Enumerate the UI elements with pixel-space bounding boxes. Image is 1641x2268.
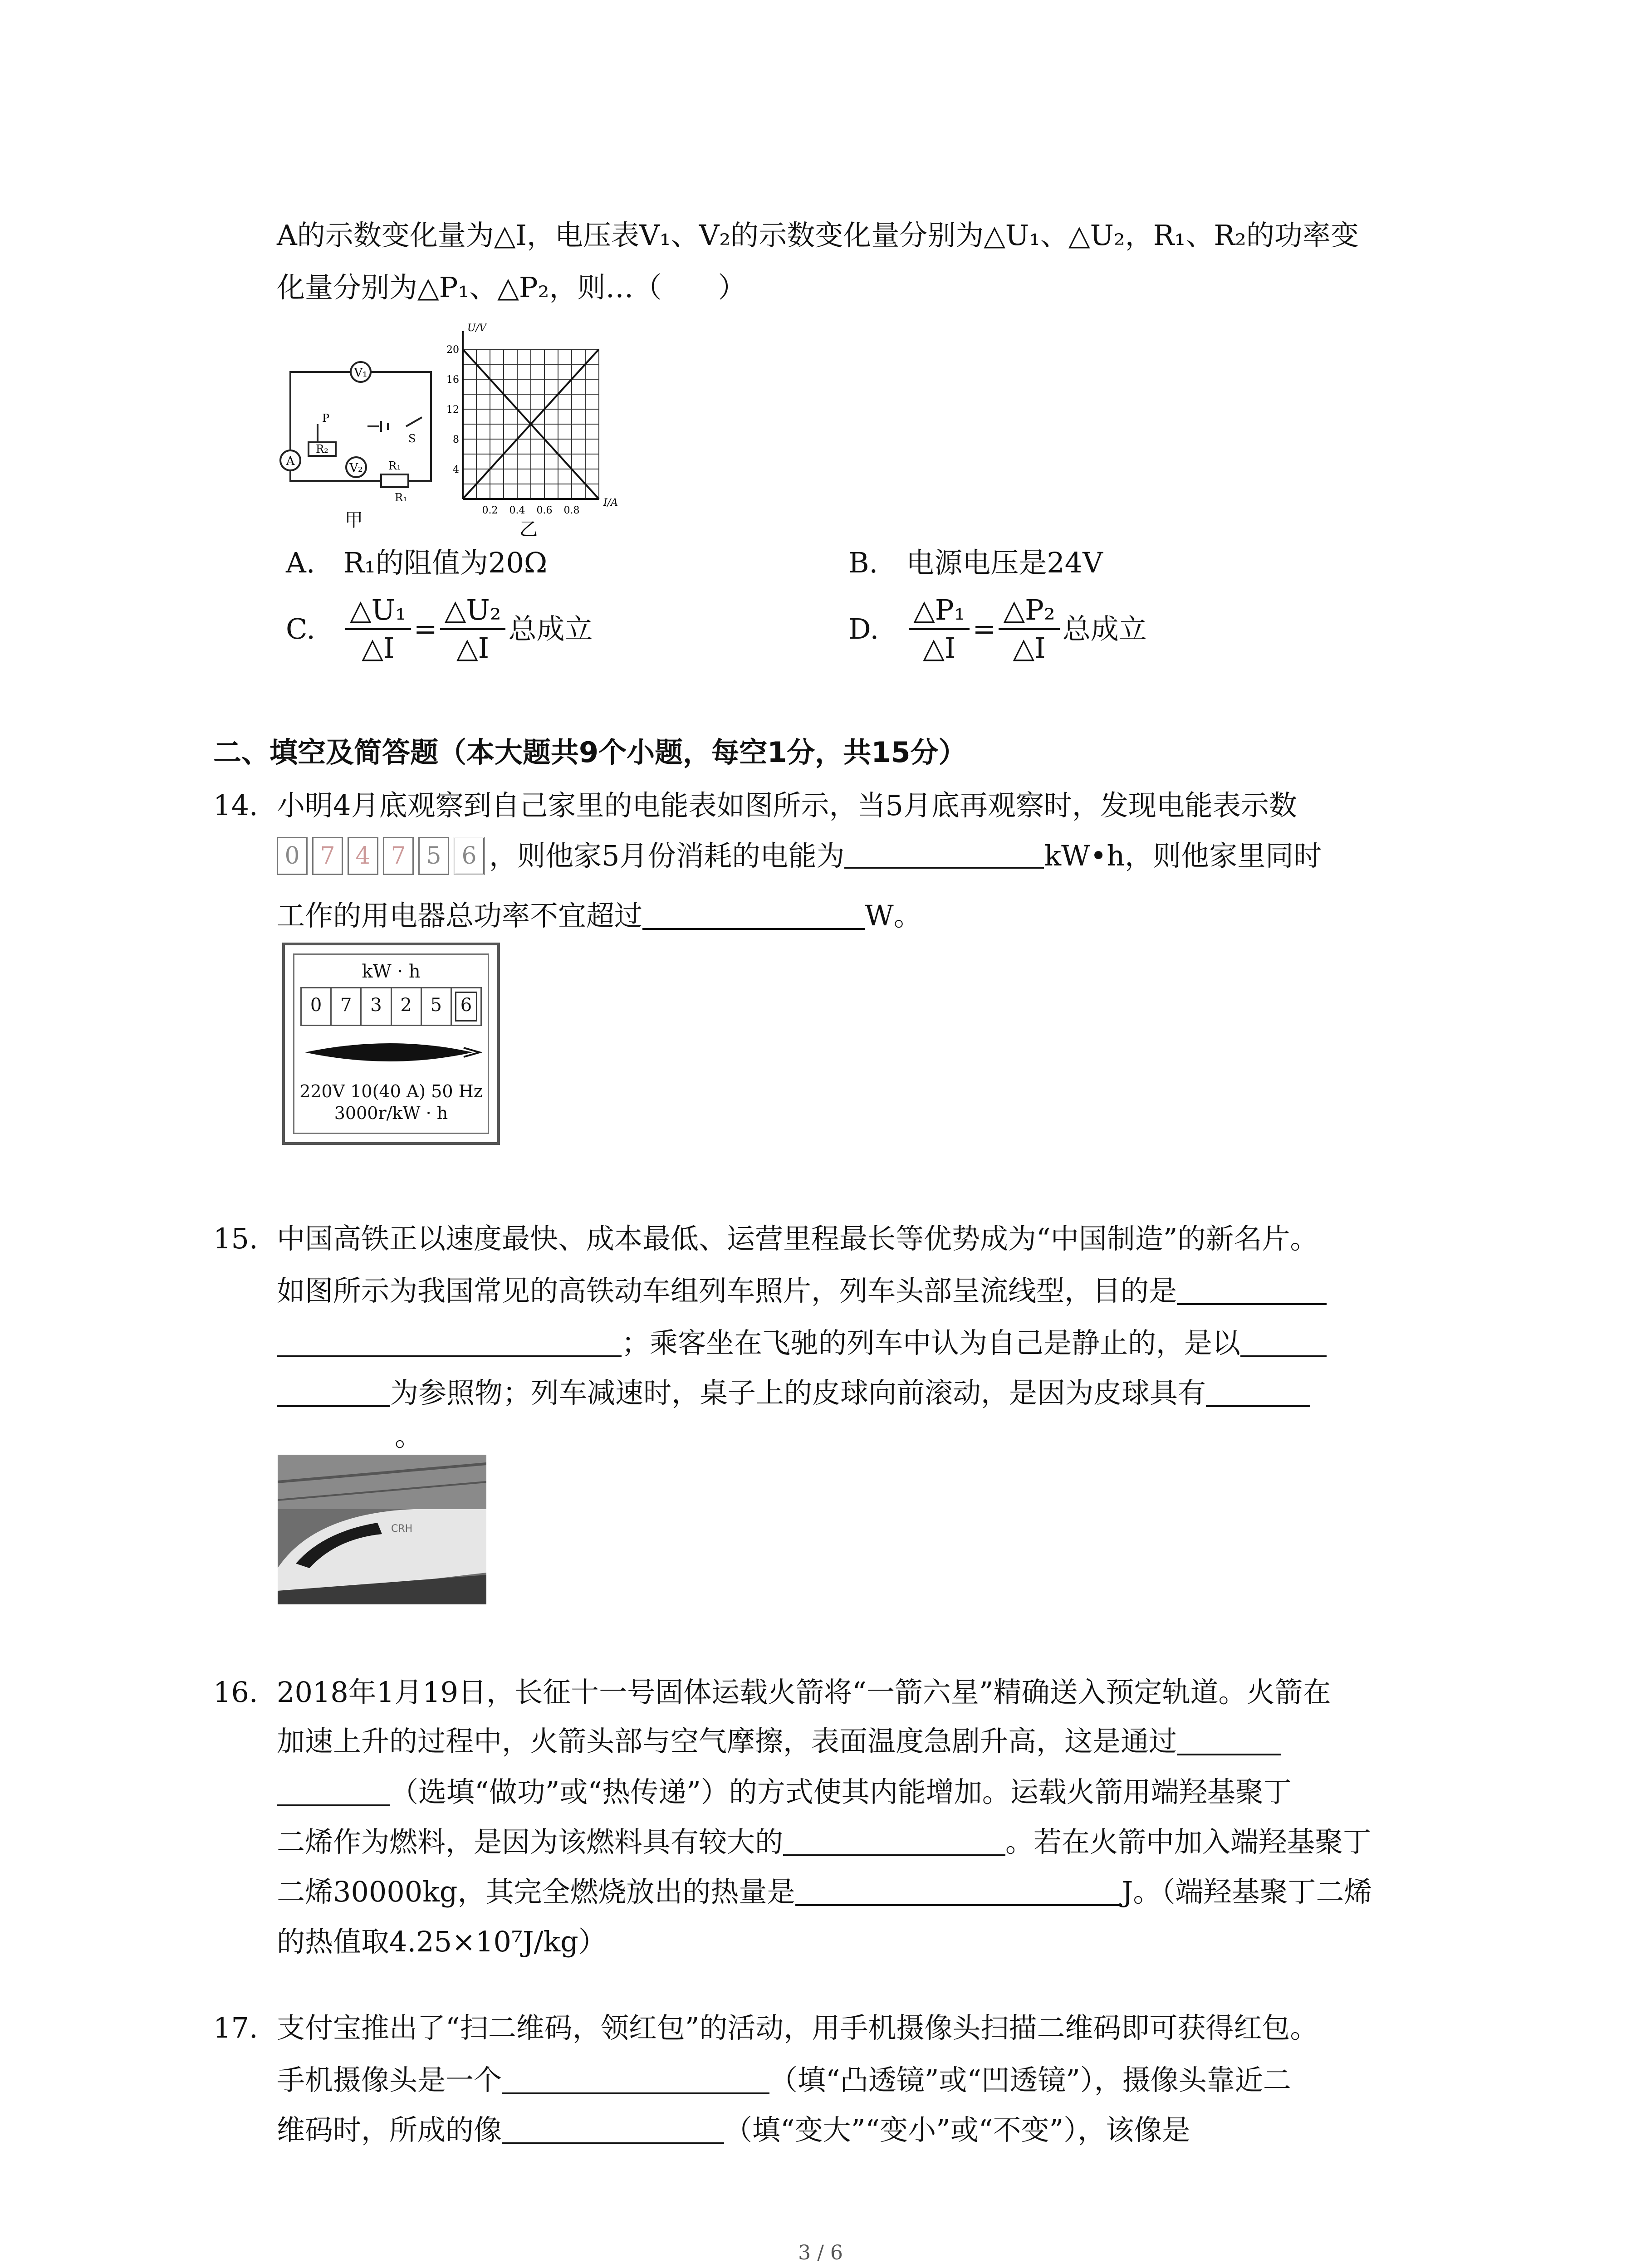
q16-line1: 2018年1月19日，长征十一号固体运载火箭将“一箭六星”精确送入预定轨道。火箭在 (277, 1676, 1331, 1709)
option-d-numerator-1: △P₁ (909, 592, 970, 630)
meter-spec-2: 3000r/kW · h (334, 1103, 448, 1123)
section-heading: 二、填空及简答题（本大题共9个小题，每空1分，共15分） (213, 736, 967, 769)
circuit-label-v1: V₁ (354, 366, 367, 380)
q16-line4 (277, 1825, 1372, 1858)
digit-box: 4 (348, 837, 378, 875)
q15-blank-1a[interactable] (1177, 1280, 1327, 1305)
q16-blank-1b[interactable] (277, 1781, 390, 1806)
digit-box: 5 (418, 837, 449, 875)
q15-line2-text: 如图所示为我国常见的高铁动车组列车照片，列车头部呈流线型，目的是 (277, 1274, 1177, 1307)
option-d-fraction-1 (909, 592, 970, 666)
option-d-equals: = (972, 612, 996, 645)
meter-display (300, 987, 482, 1026)
q15-line2 (277, 1274, 1327, 1307)
circuit-label-r1b: R₁ (395, 491, 407, 504)
option-d-fraction-2 (999, 592, 1059, 666)
option-c-denominator-2: △I (456, 631, 490, 665)
ui-graph (436, 318, 626, 544)
q17-line3-text-a: 维码时，所成的像 (277, 2113, 502, 2146)
graph-ytick: 12 (446, 404, 459, 415)
option-c-fraction-1 (345, 592, 411, 666)
svg-text:CRH: CRH (391, 1523, 413, 1535)
option-c-denominator-1: △I (362, 631, 395, 665)
option-d-numerator-2: △P₂ (999, 592, 1059, 630)
q15-line1: 中国高铁正以速度最快、成本最低、运营里程最长等优势成为“中国制造”的新名片。 (277, 1222, 1318, 1255)
q16-line4-text-a: 二烯作为燃料，是因为该燃料具有较大的 (277, 1825, 784, 1858)
q17-line2-text-b: （填“凸透镜”或“凹透镜”），摄像头靠近二 (769, 2063, 1291, 2097)
q14-blank-1[interactable] (844, 843, 1044, 869)
q15-blank-1b[interactable] (277, 1332, 622, 1357)
graph-ytick: 4 (453, 464, 459, 475)
option-c-suffix: 总成立 (508, 612, 593, 645)
graph-xtick: 0.8 (563, 505, 580, 516)
q15-line4-text: 为参照物；列车减速时，桌子上的皮球向前滚动，是因为皮球具有 (390, 1376, 1206, 1409)
graph-ytick: 20 (446, 344, 459, 356)
graph-xtick: 0.4 (509, 505, 525, 516)
q17-line2-text-a: 手机摄像头是一个 (277, 2063, 502, 2097)
meter-digit: 3 (362, 988, 392, 1025)
q16-line5-text-a: 二烯30000kg，其完全燃烧放出的热量是 (277, 1875, 795, 1908)
option-d-denominator-2: △I (1013, 631, 1046, 665)
option-c-fraction-2 (440, 592, 506, 666)
q16-line4-text-b: 。若在火箭中加入端羟基聚丁 (1005, 1825, 1372, 1858)
q17-line1: 支付宝推出了“扫二维码，领红包”的活动，用手机摄像头扫描二维码即可获得红包。 (277, 2011, 1318, 2044)
q14-blank-2[interactable] (642, 904, 865, 930)
option-c-label: C. (286, 612, 315, 645)
q16-line6: 的热值取4.25×10⁷J/kg） (277, 1925, 607, 1958)
graph-xtick: 0.6 (536, 505, 553, 516)
graph-xlabel: I/A (603, 497, 618, 508)
q15-line4 (277, 1376, 1310, 1409)
meter-spec-1: 220V 10(40 A) 50 Hz (299, 1081, 483, 1101)
option-c-numerator-2: △U₂ (440, 592, 506, 630)
q13-option-b: B. 电源电压是24V (848, 546, 1103, 579)
q17-line3-text-b: （填“变大”“变小”或“不变”），该像是 (724, 2113, 1190, 2146)
meter-digit: 2 (392, 988, 422, 1025)
page-number: 3 / 6 (798, 2241, 843, 2264)
digit-box: 6 (454, 837, 485, 875)
q14-number: 14. (213, 789, 258, 822)
circuit-label-a: A (286, 455, 295, 468)
digit-box: 7 (312, 837, 343, 875)
q13-option-c (286, 592, 593, 666)
circuit-diagram (277, 345, 440, 535)
q16-blank-2[interactable] (783, 1831, 1005, 1856)
q14-line1: 小明4月底观察到自己家里的电能表如图所示，当5月底再观察时，发现电能表示数 (277, 789, 1297, 822)
option-d-suffix: 总成立 (1062, 612, 1147, 645)
meter-unit: kW · h (362, 961, 421, 982)
q13-line2: 化量分别为△P₁、△P₂，则…（ ） (277, 271, 746, 304)
graph-ytick: 16 (446, 374, 459, 386)
q16-line5 (277, 1875, 1372, 1908)
q15-blank-2a[interactable] (1240, 1332, 1327, 1357)
digit-box: 0 (277, 837, 308, 875)
graph-ytick: 8 (453, 434, 459, 445)
q14-line2 (277, 837, 1322, 875)
q15-blank-3[interactable] (1206, 1382, 1310, 1407)
meter-digit: 5 (422, 988, 452, 1025)
q15-blank-2b[interactable] (277, 1382, 390, 1407)
circuit-label-p: P (322, 412, 330, 425)
q16-line3 (277, 1775, 1292, 1809)
circuit-caption: 甲 (345, 510, 363, 531)
q16-line2 (277, 1725, 1281, 1758)
graph-xtick: 0.2 (482, 505, 498, 516)
q17-line2 (277, 2063, 1291, 2097)
q16-blank-3[interactable] (795, 1881, 1122, 1906)
electric-meter-figure (282, 943, 500, 1145)
digit-box: 7 (383, 837, 414, 875)
q16-number: 16. (213, 1676, 258, 1709)
graph-ylabel: U/V (467, 323, 486, 334)
circuit-label-v2: V₂ (349, 461, 363, 475)
option-d-denominator-1: △I (923, 631, 956, 665)
q17-line3 (277, 2113, 1190, 2146)
meter-digit: 7 (332, 988, 362, 1025)
circuit-label-r2: R₂ (316, 443, 328, 455)
q17-blank-1[interactable] (502, 2069, 769, 2094)
circuit-label-r1: R₁ (388, 459, 401, 472)
q14-line3-text-a: 工作的用电器总功率不宜超过 (277, 899, 643, 932)
q15-line3-text: ；乘客坐在飞驰的列车中认为自己是静止的，是以 (622, 1326, 1241, 1359)
q16-line3-text: （选填“做功”或“热传递”）的方式使其内能增加。运载火箭用端羟基聚丁 (390, 1775, 1292, 1809)
q14-line2-text-b: kW•h，则他家里同时 (1044, 839, 1322, 872)
option-c-equals: = (413, 612, 437, 645)
q16-line5-text-b: J。（端羟基聚丁二烯 (1122, 1875, 1372, 1908)
q14-line3-text-b: W。 (865, 899, 922, 932)
option-c-numerator-1: △U₁ (345, 592, 411, 630)
q15-line5: 。 (395, 1419, 423, 1452)
q16-blank-1a[interactable] (1177, 1730, 1281, 1755)
q15-number: 15. (213, 1222, 258, 1255)
q13-option-a: A. R₁的阻值为20Ω (286, 546, 548, 579)
q17-number: 17. (213, 2011, 258, 2044)
q13-line1: A的示数变化量为△I，电压表V₁、V₂的示数变化量分别为△U₁、△U₂，R₁、R₂的功率变 (277, 219, 1359, 252)
q14-line2-text-a: ，则他家5月份消耗的电能为 (489, 839, 845, 872)
circuit-label-s: S (408, 432, 416, 445)
graph-caption: 乙 (519, 519, 538, 540)
q17-blank-2[interactable] (502, 2119, 724, 2144)
high-speed-train-photo (278, 1455, 486, 1604)
q13-option-d (848, 592, 1147, 666)
meter-digit: 6 (452, 988, 480, 1025)
q16-line2-text: 加速上升的过程中，火箭头部与空气摩擦，表面温度急剧升高，这是通过 (277, 1725, 1177, 1758)
option-d-label: D. (848, 612, 879, 645)
q14-line3 (277, 899, 922, 932)
meter-digit: 0 (302, 988, 332, 1025)
q15-line3 (277, 1326, 1327, 1359)
meter-rotor-disc (300, 1034, 482, 1070)
